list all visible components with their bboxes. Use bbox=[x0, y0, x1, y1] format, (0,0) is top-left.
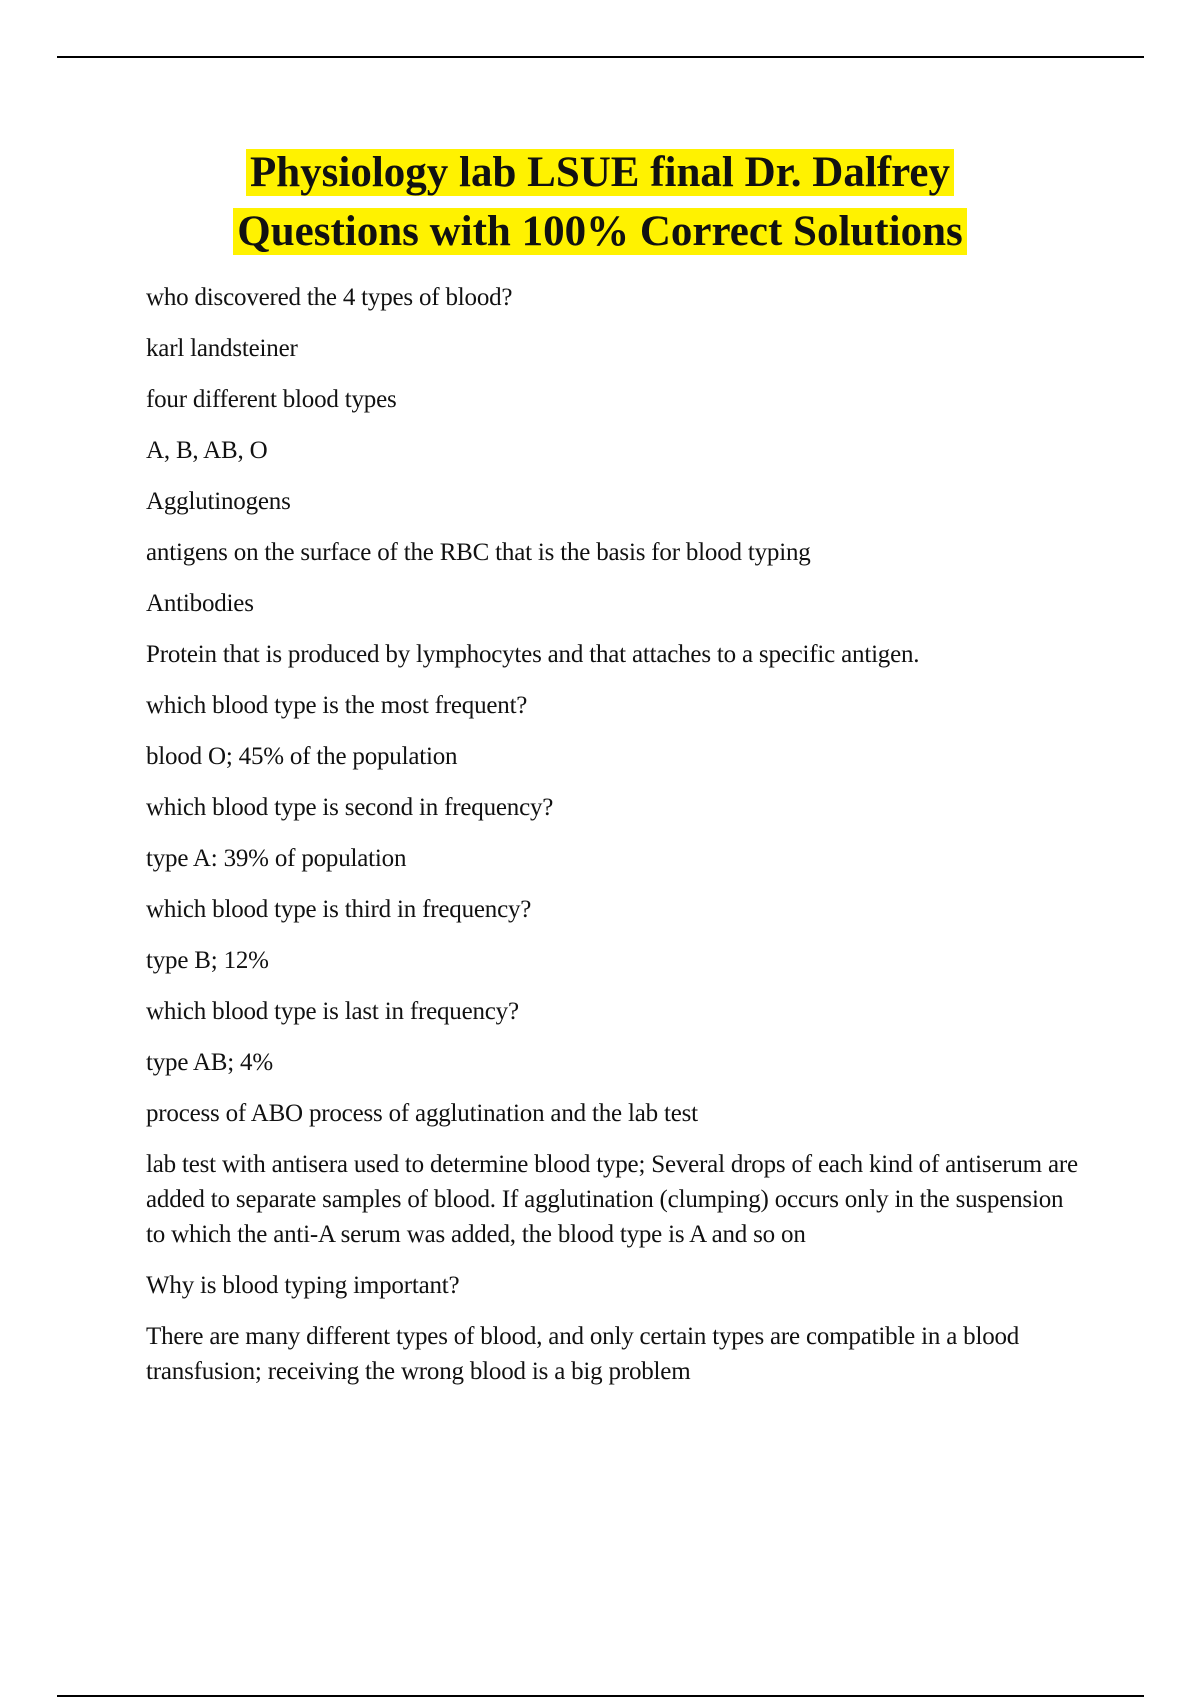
question-6: which blood type is second in frequency? bbox=[146, 794, 554, 821]
qa-content bbox=[146, 280, 1086, 1405]
answer-9: lab test with antisera used to determine blood type; Several drops of each kind of antiserum are added to separate samples of blood. If agglutination (clumping) occurs only in the suspension to which the anti-A serum was added, the blood type is A and so on bbox=[146, 1151, 1078, 1248]
title-line-2: Questions with 100% Correct Solutions bbox=[233, 208, 966, 255]
question-10: Why is blood typing important? bbox=[146, 1272, 460, 1299]
question-4: Antibodies bbox=[146, 590, 254, 617]
title-line-1: Physiology lab LSUE final Dr. Dalfrey bbox=[246, 149, 954, 196]
answer-3: antigens on the surface of the RBC that is the basis for blood typing bbox=[146, 539, 811, 566]
answer-8: type AB; 4% bbox=[146, 1049, 273, 1076]
question-7: which blood type is third in frequency? bbox=[146, 896, 532, 923]
page-title bbox=[0, 143, 1200, 261]
answer-2: A, B, AB, O bbox=[146, 437, 268, 464]
answer-4: Protein that is produced by lymphocytes and that attaches to a specific antigen. bbox=[146, 641, 920, 668]
answer-6: type A: 39% of population bbox=[146, 845, 407, 872]
question-3: Agglutinogens bbox=[146, 488, 291, 515]
answer-10: There are many different types of blood, and only certain types are compatible in a blood transfusion; receiving the wrong blood is a big problem bbox=[146, 1323, 1020, 1385]
bottom-divider bbox=[57, 1695, 1144, 1697]
question-5: which blood type is the most frequent? bbox=[146, 692, 528, 719]
question-8: which blood type is last in frequency? bbox=[146, 998, 519, 1025]
answer-5: blood O; 45% of the population bbox=[146, 743, 458, 770]
question-2: four different blood types bbox=[146, 386, 397, 413]
answer-7: type B; 12% bbox=[146, 947, 269, 974]
answer-1: karl landsteiner bbox=[146, 335, 298, 362]
question-9: process of ABO process of agglutination and the lab test bbox=[146, 1100, 698, 1127]
question-1: who discovered the 4 types of blood? bbox=[146, 284, 513, 311]
top-divider bbox=[57, 56, 1144, 58]
